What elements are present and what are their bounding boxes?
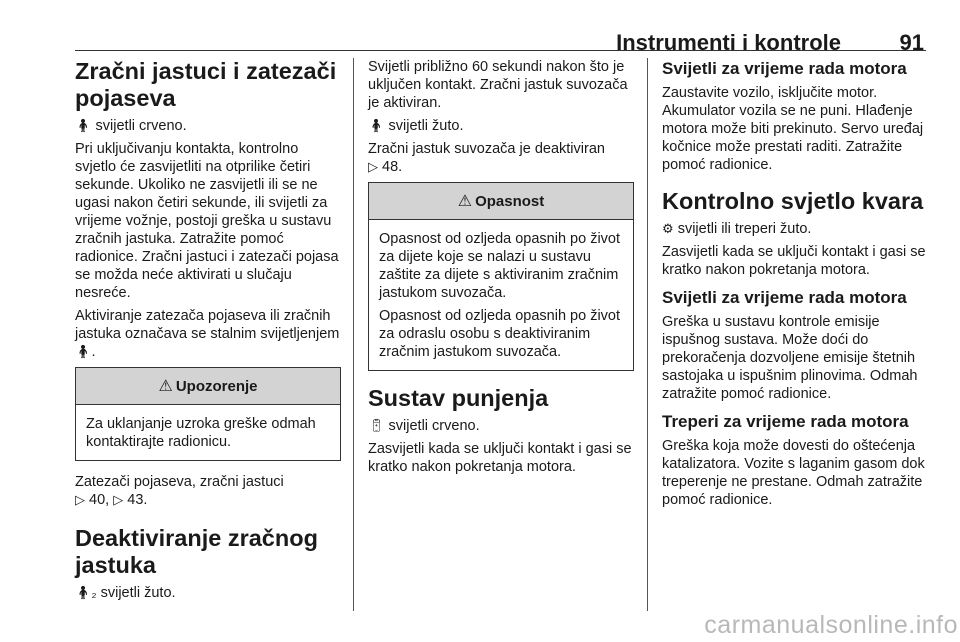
page-ref-icon[interactable]: ▷ <box>113 492 124 507</box>
airbag-off-icon: 🧍︎ <box>368 118 385 133</box>
charging-description: Zasvijetli kada se uključi kontakt i gasi se kratko nakon pokretanja motora. <box>368 441 632 475</box>
airbag-warning-icon: 🧍︎ <box>75 118 92 133</box>
charging-heading: Sustav punjenja <box>368 385 549 411</box>
airbag-description: Pri uključivanju kontakta, kontrolno svjetlo će zasvijetliti na otprilike četiri sekunde. Ukoliko ne zasvijetli ili se ne ugasi nakon četiri sekunde, ili svijetli za vrijeme vožnje, postoji greška u sustavu zračnih jastuka. Zatražite pomoć radionice. Zračni jastuci i zatezači pojasa se možda neće aktivirati u slučaju nesreće. <box>75 141 339 301</box>
malfunction-heading: Kontrolno svjetlo kvara <box>662 188 924 214</box>
column-1 <box>75 58 341 607</box>
lit-running-heading-2: Svijetli za vrijeme rada motora <box>662 288 907 307</box>
danger-text-2: Opasnost od ozljeda opasnih po život za odraslu osobu s deaktiviranim zračnim jastukom suvozača. <box>379 308 621 360</box>
battery-icon: 🔋︎ <box>368 418 385 433</box>
airbag-on-paragraph: Svijetli približno 60 sekundi nakon što je uključen kontakt. Zračni jastuk suvozača je aktiviran. <box>368 59 628 111</box>
column-2 <box>368 58 634 481</box>
activation-paragraph: Aktiviranje zatezača pojaseva ili zračnih jastuka označava se stalnim svijetljenjem 🧍︎. <box>75 308 340 360</box>
airbag-light-paragraph: 🧍︎ svijetli crveno. <box>75 118 187 134</box>
deactivation-light-paragraph: 🧍︎₂ svijetli žuto. <box>75 585 176 601</box>
warning-box <box>75 367 341 461</box>
lit-running-heading: Svijetli za vrijeme rada motora <box>662 59 907 78</box>
malfunction-light-paragraph: ⚙︎ svijetli ili treperi žuto. <box>662 221 812 237</box>
warning-triangle-icon: ⚠ <box>158 378 173 395</box>
page-header <box>75 0 926 55</box>
references-paragraph: Zatezači pojaseva, zračni jastuci ▷ 40, ▷ 43. <box>75 474 284 508</box>
warning-text: Za uklanjanje uzroka greške odmah kontaktirajte radionicu. <box>86 416 316 450</box>
page-ref-link[interactable]: 43. <box>127 492 148 508</box>
charging-light-paragraph: 🔋︎ svijetli crveno. <box>368 418 480 434</box>
column-3 <box>662 58 928 514</box>
page-ref-link[interactable]: 48. <box>382 159 403 175</box>
danger-box <box>368 182 634 371</box>
warning-body <box>76 405 340 460</box>
warning-header: ⚠ Upozorenje <box>76 368 340 405</box>
airbag-off-icon: 🧍︎₂ <box>75 585 97 600</box>
emission-paragraph: Greška u sustavu kontrole emisije ispušnog sustava. Može doći do prekoračenja dozvoljene emisije štetnih sastojaka u ispušnim plinovima. Odmah zatražite pomoć radionice. <box>662 314 918 402</box>
engine-check-icon: ⚙︎ <box>662 221 674 236</box>
watermark: carmanualsonline.info <box>704 611 958 639</box>
page-ref-link[interactable]: 40, <box>89 492 110 508</box>
page-ref-icon[interactable]: ▷ <box>75 492 85 507</box>
column-divider <box>353 58 354 611</box>
page-number: 91 <box>899 30 924 55</box>
flashing-running-heading: Treperi za vrijeme rada motora <box>662 412 909 431</box>
airbag-warning-icon: 🧍︎ <box>75 344 92 359</box>
airbag-off-light-paragraph: 🧍︎ svijetli žuto. <box>368 118 464 134</box>
page-ref-icon[interactable]: ▷ <box>368 159 378 174</box>
deactivation-heading: Deaktiviranje zračnog jastuka <box>75 525 318 578</box>
danger-header: ⚠ Opasnost <box>369 183 633 220</box>
warning-triangle-icon: ⚠ <box>457 193 473 210</box>
danger-body <box>369 220 633 370</box>
chapter-title: Instrumenti i kontrole <box>616 30 841 55</box>
airbag-heading: Zračni jastuci i zatezači pojaseva <box>75 58 337 111</box>
catalyst-paragraph: Greška koja može dovesti do oštećenja katalizatora. Vozite s laganim gasom dok treperenje ne prestane. Odmah zatražite pomoć radionice. <box>662 438 925 508</box>
stop-vehicle-paragraph: Zaustavite vozilo, isključite motor. Akumulator vozila se ne puni. Hlađenje motora može biti prekinuto. Servo uređaj kočnice može prestati raditi. Zatražite pomoć radionice. <box>662 85 924 173</box>
danger-text-1: Opasnost od ozljeda opasnih po život za dijete koje se nalazi u sustavu zaštite za dijete s aktiviranim zračnim jastukom suvozača. <box>379 231 621 301</box>
column-divider <box>647 58 648 611</box>
airbag-deactivated-paragraph: Zračni jastuk suvozača je deaktiviran ▷ 48. <box>368 141 605 175</box>
malfunction-description: Zasvijetli kada se uključi kontakt i gasi se kratko nakon pokretanja motora. <box>662 244 926 278</box>
